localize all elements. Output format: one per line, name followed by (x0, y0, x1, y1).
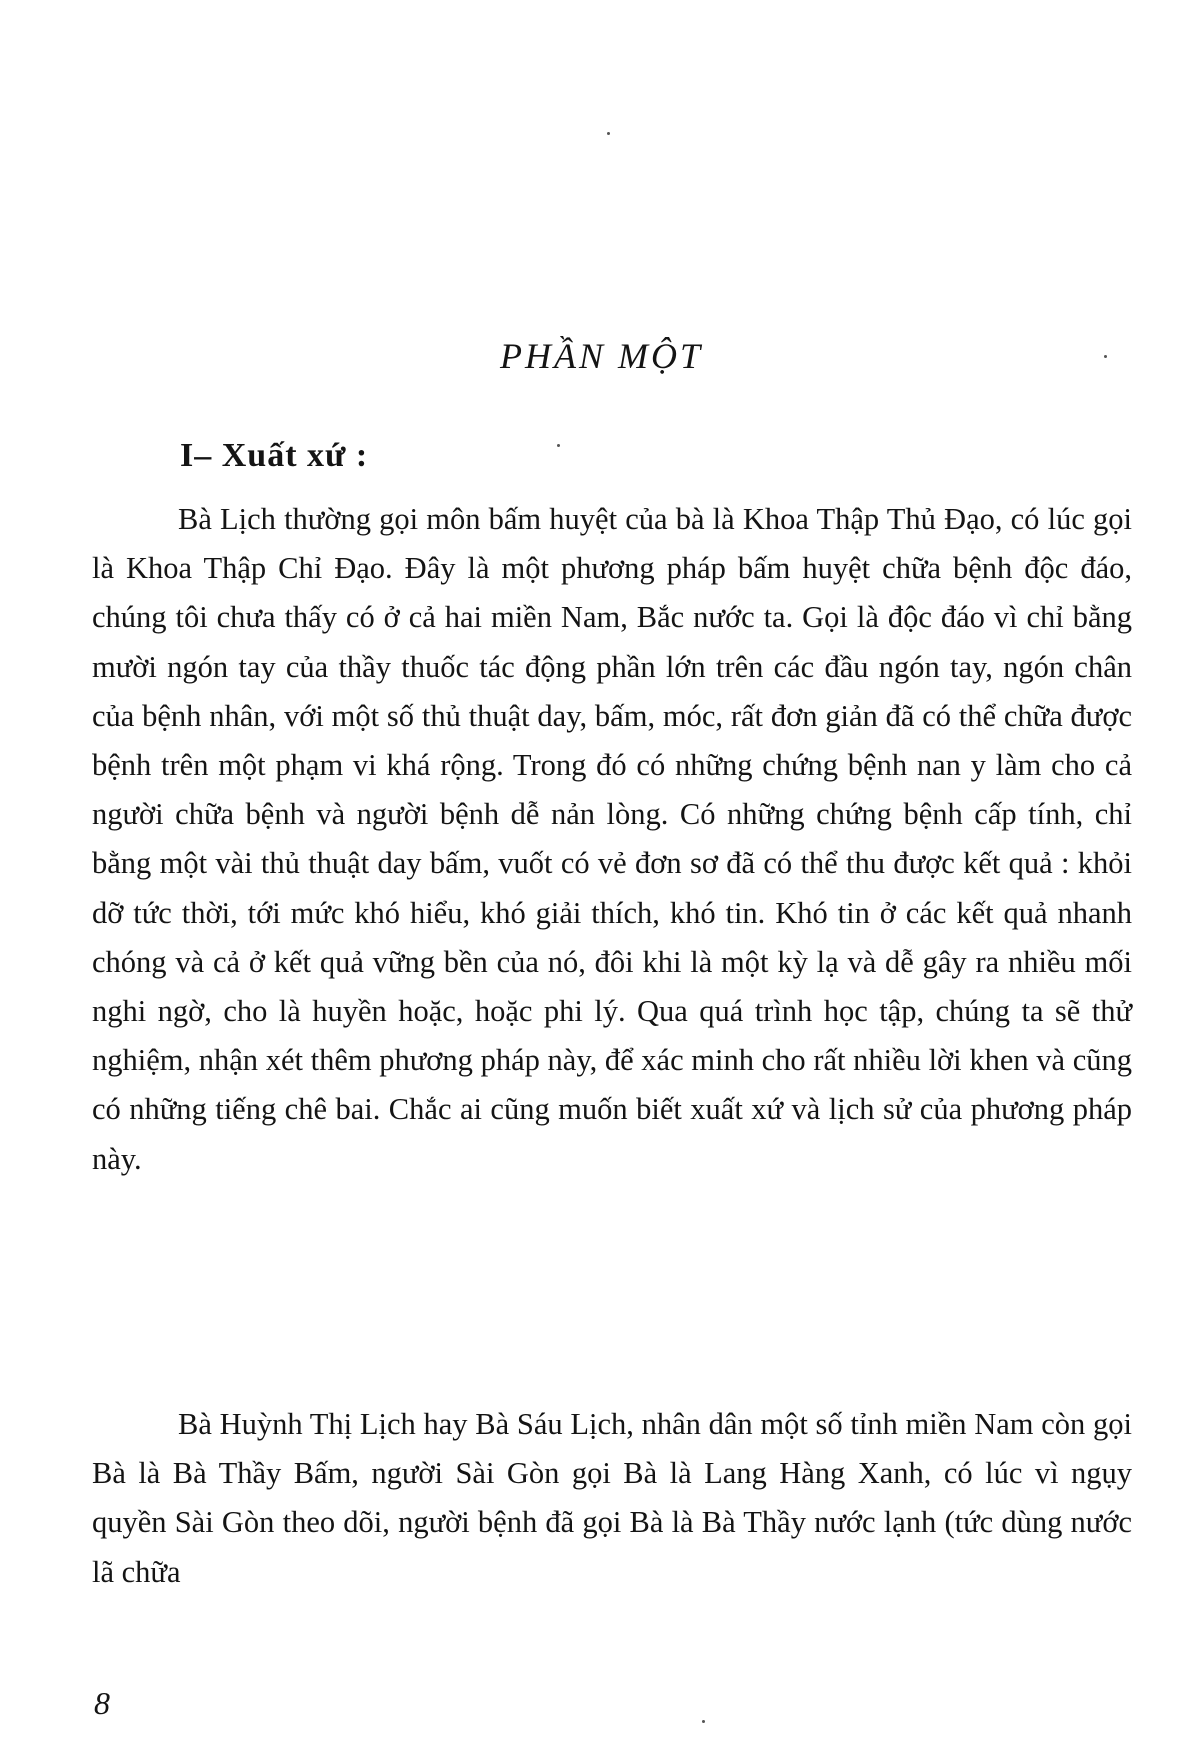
page-number: 8 (94, 1685, 110, 1721)
paragraph-2: Bà Huỳnh Thị Lịch hay Bà Sáu Lịch, nhân dân một số tỉnh miền Nam còn gọi Bà là Bà Thầy Bấm, người Sài Gòn gọi Bà là Lang Hàng Xanh, có lúc vì ngụy quyền Sài Gòn theo dõi, người bệnh đã gọi Bà là Bà Thầy nước lạnh (tức dùng nước lã chữa (92, 1407, 1132, 1589)
paragraph-1: Bà Lịch thường gọi môn bấm huyệt của bà là Khoa Thập Thủ Đạo, có lúc gọi là Khoa Thập Chỉ Đạo. Đây là một phương pháp bấm huyệt chữa bệnh độc đáo, chúng tôi chưa thấy có ở cả hai miền Nam, Bắc nước ta. Gọi là độc đáo vì chỉ bằng mười ngón tay của thầy thuốc tác động phần lớn trên các đầu ngón tay, ngón chân của bệnh nhân, với một số thủ thuật day, bấm, móc, rất đơn giản đã có thể chữa được bệnh trên một phạm vi khá rộng. Trong đó có những chứng bệnh nan y làm cho cả người chữa bệnh và người bệnh dễ nản lòng. Có những chứng bệnh cấp tính, chỉ bằng một vài thủ thuật day bấm, vuốt có vẻ đơn sơ đã có thể thu được kết quả : khỏi dỡ tức thời, tới mức khó hiểu, khó giải thích, khó tin. Khó tin ở các kết quả nhanh chóng và cả ở kết quả vững bền của nó, đôi khi là một kỳ lạ và dễ gây ra nhiều mối nghi ngờ, cho là huyền hoặc, hoặc phi lý. Qua quá trình học tập, chúng ta sẽ thử nghiệm, nhận xét thêm phương pháp này, để xác minh cho rất nhiều lời khen và cũng có những tiếng chê bai. Chắc ai cũng muốn biết xuất xứ và lịch sử của phương pháp này. (92, 502, 1132, 1176)
section-heading: I– Xuất xứ : (180, 437, 369, 474)
scan-speck (1104, 355, 1107, 358)
part-title: PHẦN MỘT (500, 336, 703, 376)
scan-speck (607, 132, 610, 135)
scan-speck (557, 444, 560, 447)
scan-speck (702, 1720, 705, 1723)
